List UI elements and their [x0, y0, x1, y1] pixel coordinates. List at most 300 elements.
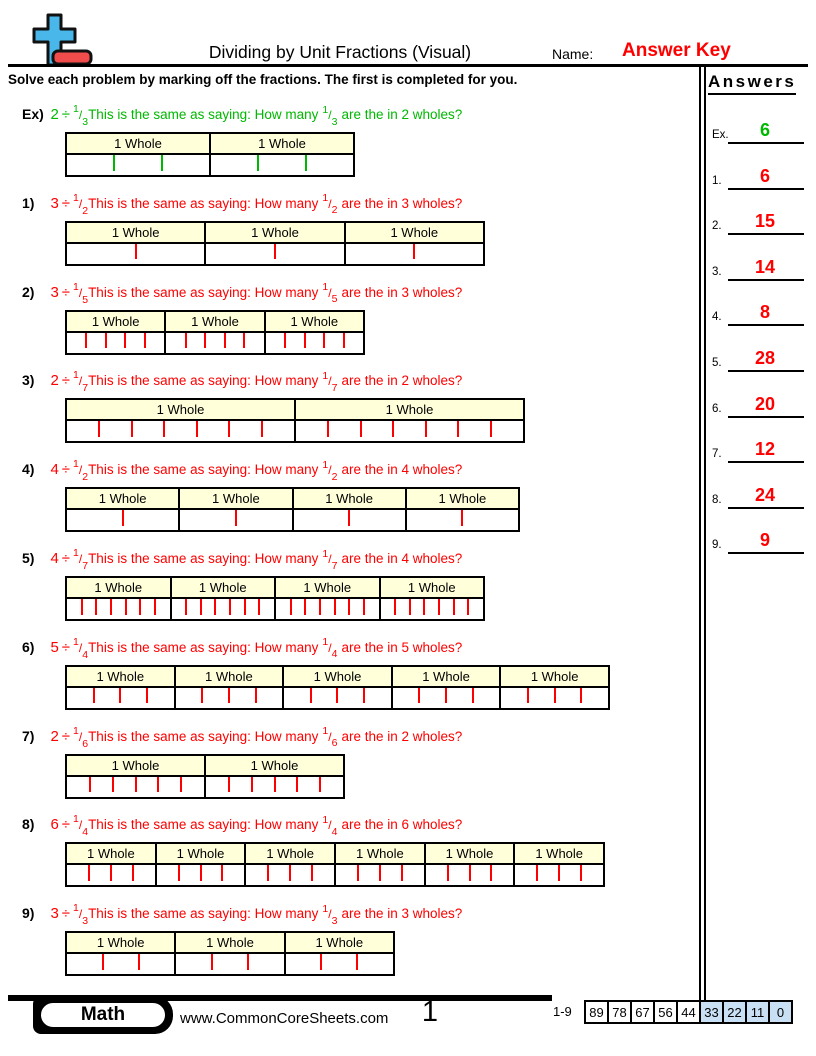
instructions-text: Solve each problem by marking off the fractions. The first is completed for you.	[8, 72, 518, 87]
saying-prefix: This is the same as saying: How many	[88, 906, 319, 922]
problem-saying	[88, 547, 463, 572]
dividend: 4	[50, 550, 59, 567]
fraction-denominator: 4	[82, 826, 89, 839]
fraction-numerator: 1	[73, 902, 79, 915]
divide-sign: ÷	[61, 905, 71, 923]
fraction-mark	[85, 333, 87, 349]
whole-cell	[346, 223, 483, 242]
fraction-slash: /	[328, 729, 332, 744]
fraction-slash: /	[328, 108, 332, 122]
fraction-mark	[105, 333, 107, 349]
marks-cell	[67, 865, 157, 885]
saying-suffix: are the in 2 wholes?	[341, 107, 463, 122]
fraction-mark	[527, 688, 529, 704]
problem-saying	[88, 103, 463, 128]
fraction-mark	[122, 510, 124, 526]
problem-equation	[50, 724, 89, 750]
fraction-mark	[320, 954, 322, 970]
whole-cell-label: 1 Whole	[290, 313, 339, 329]
problem-number: 5)	[22, 550, 35, 566]
whole-cell	[266, 312, 363, 331]
fraction-slash: /	[78, 108, 83, 122]
whole-cell	[166, 312, 265, 331]
fraction-denominator: 3	[82, 915, 89, 928]
score-cell: 33	[699, 1000, 724, 1024]
fraction-mark	[394, 599, 396, 615]
fraction-mark	[558, 865, 560, 881]
answer-item	[706, 475, 810, 509]
whole-cell-label: 1 Whole	[251, 224, 299, 240]
problem-header	[22, 282, 462, 306]
whole-cell-label: 1 Whole	[191, 313, 239, 329]
fraction-bar	[65, 842, 605, 887]
problem-number: 6)	[22, 638, 35, 655]
score-cell: 89	[584, 1000, 609, 1024]
problem-number: 7)	[22, 727, 35, 744]
whole-cell-label: 1 Whole	[445, 846, 494, 862]
fraction-slash: /	[328, 374, 332, 389]
saying-suffix: are the in 4 wholes?	[341, 551, 463, 566]
fraction-numerator: 1	[322, 725, 329, 738]
problem	[20, 548, 696, 628]
problem-equation	[50, 547, 89, 572]
fraction-bar-marks-row	[67, 244, 483, 264]
dividend: 2	[50, 106, 59, 123]
fraction-mark	[255, 688, 257, 704]
fraction-mark	[413, 244, 415, 260]
fraction-numerator: 1	[322, 636, 329, 649]
fraction-mark	[211, 954, 213, 970]
fraction-mark	[224, 333, 226, 349]
fraction-mark	[258, 599, 260, 615]
whole-cell	[211, 134, 353, 153]
fraction-mark	[457, 421, 459, 437]
fraction-bar-labels-row	[67, 756, 343, 777]
score-cell: 56	[653, 1000, 678, 1024]
answer-underline	[728, 279, 804, 281]
score-cell: 0	[768, 1000, 793, 1024]
whole-cell-label: 1 Whole	[315, 935, 364, 951]
answer-item	[706, 429, 810, 463]
marks-cell	[166, 333, 265, 353]
answer-underline	[728, 416, 804, 418]
fraction-mark	[319, 777, 321, 793]
fraction-mark	[343, 333, 345, 349]
fraction-mark	[290, 599, 292, 615]
fraction-bar-marks-row	[67, 155, 353, 175]
whole-cell-label: 1 Whole	[325, 491, 373, 507]
answer-value: 9	[759, 530, 770, 551]
marks-cell	[211, 155, 353, 175]
answer-number-label: Ex.	[712, 129, 729, 141]
fraction-mark	[204, 333, 206, 349]
fraction-numerator: 1	[322, 813, 329, 826]
answer-item	[706, 156, 810, 190]
problem-header	[22, 104, 462, 128]
whole-cell	[501, 667, 608, 686]
saying-suffix: are the in 3 wholes?	[341, 284, 463, 300]
fraction-mark	[229, 599, 231, 615]
score-cell: 44	[676, 1000, 701, 1024]
problem-header	[22, 548, 462, 572]
score-cell: 78	[607, 1000, 632, 1024]
page-number: 1	[421, 996, 439, 1028]
fraction-bar-marks-row	[67, 333, 363, 353]
marks-cell	[515, 865, 603, 885]
fraction-mark	[200, 599, 202, 615]
fraction-mark	[467, 599, 469, 615]
fraction-slash: /	[328, 640, 332, 655]
fraction-bar-marks-row	[67, 954, 393, 974]
marks-cell	[284, 688, 393, 708]
fraction-bar	[65, 132, 355, 177]
fraction-denominator: 7	[82, 382, 89, 395]
whole-cell	[176, 667, 285, 686]
dividend: 3	[50, 283, 59, 301]
whole-cell	[206, 756, 343, 775]
score-range-label: 1-9	[553, 1004, 572, 1019]
problem	[20, 282, 696, 362]
fraction-bar-marks-row	[67, 777, 343, 797]
fraction-slash: /	[78, 907, 83, 922]
subject-badge-label: Math	[39, 1001, 167, 1029]
problem-number: 9)	[22, 905, 35, 922]
dividend: 2	[50, 727, 59, 745]
whole-cell-label: 1 Whole	[212, 491, 260, 507]
fraction-mark	[135, 244, 137, 260]
problem-equation	[50, 369, 89, 395]
saying-suffix: are the in 2 wholes?	[341, 728, 463, 744]
problem-equation	[50, 191, 89, 217]
marks-cell	[67, 244, 206, 264]
marks-cell	[67, 688, 176, 708]
problem-saying	[88, 281, 463, 306]
marks-cell	[206, 777, 343, 797]
fraction-mark	[244, 599, 246, 615]
answer-number-label: 9.	[712, 539, 722, 552]
fraction-numerator: 1	[322, 902, 329, 915]
divide-sign: ÷	[61, 461, 71, 479]
fraction-bar	[65, 576, 485, 621]
fraction-mark	[131, 421, 133, 437]
fraction-mark	[247, 954, 249, 970]
fraction-denominator: 2	[82, 204, 89, 217]
saying-prefix: This is the same as saying: How many	[88, 107, 319, 122]
fraction-slash: /	[328, 552, 332, 566]
answer-item	[706, 520, 810, 554]
fraction-mark	[180, 777, 182, 793]
fraction-mark	[461, 510, 463, 526]
whole-cell-label: 1 Whole	[258, 136, 306, 151]
problem-equation	[50, 902, 89, 928]
whole-cell	[172, 578, 277, 597]
fraction-bar-labels-row	[67, 844, 603, 865]
fraction-bar-labels-row	[67, 223, 483, 244]
answer-value: 8	[759, 302, 770, 323]
problem-equation	[50, 280, 89, 306]
marks-cell	[172, 599, 277, 619]
answer-number-label: 6.	[712, 402, 722, 415]
fraction-denominator: 4	[331, 648, 338, 661]
problem-header	[22, 903, 462, 927]
answer-number-label: 7.	[712, 448, 722, 461]
fraction-mark	[228, 421, 230, 437]
whole-cell-label: 1 Whole	[96, 668, 145, 684]
marks-cell	[336, 865, 426, 885]
fraction-bar-marks-row	[67, 865, 603, 885]
fraction-mark	[124, 333, 126, 349]
answer-number-label: 1.	[712, 174, 722, 187]
fraction-numerator: 1	[322, 192, 329, 205]
marks-cell	[176, 688, 285, 708]
answer-value: 6	[759, 165, 770, 186]
fraction-mark	[201, 688, 203, 704]
whole-cell-label: 1 Whole	[313, 668, 362, 684]
fraction-numerator: 1	[73, 280, 79, 293]
answer-underline	[728, 552, 804, 554]
fraction-mark	[144, 333, 146, 349]
website-url: www.CommonCoreSheets.com	[180, 1010, 389, 1027]
fraction-mark	[327, 421, 329, 437]
fraction-mark	[409, 599, 411, 615]
whole-cell-label: 1 Whole	[91, 313, 140, 329]
fraction-denominator: 7	[331, 559, 338, 572]
fraction-denominator: 7	[331, 382, 338, 395]
fraction-slash: /	[328, 285, 332, 300]
problem-header	[22, 370, 462, 394]
problem-header	[22, 726, 462, 750]
fraction-numerator: 1	[73, 103, 79, 115]
answer-underline	[728, 233, 804, 235]
whole-cell	[296, 400, 523, 419]
saying-suffix: are the in 2 wholes?	[341, 373, 463, 389]
problem-number: Ex)	[22, 106, 44, 122]
marks-cell	[176, 954, 285, 974]
fraction-bar-labels-row	[67, 933, 393, 954]
divide-sign: ÷	[61, 638, 71, 656]
fraction-mark	[418, 688, 420, 704]
fraction-slash: /	[78, 463, 83, 478]
problem-saying	[88, 636, 463, 661]
marks-cell	[67, 421, 296, 441]
answer-underline	[728, 370, 804, 372]
whole-cell-label: 1 Whole	[385, 402, 434, 418]
marks-cell	[346, 244, 483, 264]
marks-cell	[426, 865, 516, 885]
fraction-mark	[125, 599, 127, 615]
whole-cell	[176, 933, 285, 952]
saying-suffix: are the in 6 wholes?	[341, 817, 463, 833]
fraction-mark	[490, 865, 492, 881]
answer-underline	[728, 188, 804, 190]
fraction-mark	[235, 510, 237, 526]
whole-cell	[336, 844, 426, 863]
divide-sign: ÷	[61, 727, 71, 745]
fraction-mark	[113, 155, 115, 171]
saying-prefix: This is the same as saying: How many	[88, 551, 319, 566]
whole-cell	[294, 489, 407, 508]
whole-cell-label: 1 Whole	[206, 935, 254, 951]
whole-cell-label: 1 Whole	[250, 757, 299, 773]
fraction-mark	[157, 777, 159, 793]
fraction-numerator: 1	[322, 103, 329, 116]
answers-title: Answers	[708, 72, 796, 95]
whole-cell-label: 1 Whole	[356, 846, 404, 862]
answers-panel	[706, 68, 816, 1002]
problem	[20, 459, 696, 539]
fraction-mark	[490, 421, 492, 437]
saying-prefix: This is the same as saying: How many	[88, 462, 319, 478]
whole-cell-label: 1 Whole	[176, 846, 225, 862]
whole-cell	[67, 667, 176, 686]
marks-cell	[286, 954, 393, 974]
fraction-mark	[267, 865, 269, 881]
fraction-mark	[135, 777, 137, 793]
fraction-mark	[132, 865, 134, 881]
marks-cell	[67, 599, 172, 619]
fraction-mark	[357, 865, 359, 881]
answer-value: 15	[754, 211, 776, 232]
problem-saying	[88, 902, 463, 927]
marks-cell	[67, 954, 176, 974]
fraction-denominator: 5	[331, 293, 338, 306]
fraction-mark	[323, 333, 325, 349]
whole-cell	[180, 489, 293, 508]
fraction-denominator: 3	[331, 115, 338, 128]
answer-value: 20	[754, 393, 776, 414]
dividend: 4	[50, 461, 59, 479]
fraction-mark	[319, 599, 321, 615]
whole-cell-label: 1 Whole	[96, 935, 145, 951]
fraction-bar	[65, 398, 525, 443]
fraction-mark	[536, 865, 538, 881]
fraction-mark	[251, 777, 253, 793]
fraction-numerator: 1	[73, 191, 79, 204]
fraction-mark	[348, 510, 350, 526]
fraction-slash: /	[78, 285, 83, 300]
problem-number: 8)	[22, 816, 35, 833]
divide-sign: ÷	[61, 816, 71, 834]
fraction-denominator: 2	[331, 204, 338, 217]
whole-cell	[67, 578, 172, 597]
score-cell: 67	[630, 1000, 655, 1024]
marks-cell	[67, 777, 206, 797]
fraction-denominator: 4	[331, 826, 338, 839]
problem-saying	[88, 458, 463, 483]
fraction-mark	[304, 333, 306, 349]
whole-cell-label: 1 Whole	[530, 668, 579, 684]
answer-underline	[728, 142, 804, 144]
fraction-mark	[348, 599, 350, 615]
problem-header	[22, 193, 462, 217]
whole-cell	[407, 489, 518, 508]
fraction-mark	[221, 865, 223, 881]
fraction-slash: /	[78, 818, 83, 833]
marks-cell	[393, 688, 502, 708]
fraction-mark	[379, 865, 381, 881]
saying-prefix: This is the same as saying: How many	[88, 728, 319, 744]
problem	[20, 193, 696, 273]
marks-cell	[294, 510, 407, 530]
answer-underline	[728, 461, 804, 463]
whole-cell-label: 1 Whole	[98, 491, 147, 507]
problem-header	[22, 459, 462, 483]
fraction-mark	[447, 865, 449, 881]
fraction-denominator: 3	[331, 914, 338, 927]
fraction-mark	[98, 421, 100, 437]
fraction-mark	[89, 777, 91, 793]
whole-cell-label: 1 Whole	[111, 757, 160, 773]
fraction-mark	[363, 688, 365, 704]
problem-equation	[50, 103, 89, 128]
fraction-denominator: 6	[82, 737, 89, 750]
fraction-bar-marks-row	[67, 599, 483, 619]
marks-cell	[381, 599, 484, 619]
fraction-slash: /	[78, 196, 83, 211]
answer-value: 12	[754, 439, 776, 460]
fraction-numerator: 1	[322, 369, 329, 382]
marks-cell	[67, 510, 180, 530]
fraction-bar	[65, 221, 485, 266]
fraction-numerator: 1	[73, 369, 79, 382]
divide-sign: ÷	[61, 194, 71, 212]
fraction-mark	[392, 421, 394, 437]
problem	[20, 637, 696, 717]
fraction-mark	[228, 777, 230, 793]
whole-cell-label: 1 Whole	[422, 668, 470, 684]
answer-value: 28	[754, 348, 776, 368]
fraction-mark	[472, 688, 474, 704]
answer-value: 14	[754, 256, 776, 277]
fraction-bar-marks-row	[67, 688, 608, 708]
answer-item	[706, 110, 810, 144]
fraction-mark	[102, 954, 104, 970]
fraction-mark	[110, 865, 112, 881]
problem	[20, 726, 696, 806]
answer-number-label: 3.	[712, 265, 722, 278]
fraction-mark	[336, 688, 338, 704]
dividend: 6	[50, 816, 59, 834]
problem-header	[22, 637, 462, 661]
fraction-numerator: 1	[73, 635, 79, 648]
whole-cell-label: 1 Whole	[266, 846, 315, 862]
problem-equation	[50, 813, 89, 839]
fraction-mark	[304, 599, 306, 615]
fraction-mark	[360, 421, 362, 437]
fraction-mark	[445, 688, 447, 704]
whole-cell-label: 1 Whole	[205, 668, 253, 684]
fraction-bar-marks-row	[67, 421, 523, 441]
fraction-numerator: 1	[322, 458, 329, 471]
saying-prefix: This is the same as saying: How many	[88, 373, 319, 389]
answer-item	[706, 201, 810, 235]
problem-number: 3)	[22, 372, 35, 389]
fraction-mark	[423, 599, 425, 615]
divide-sign: ÷	[61, 106, 71, 123]
marks-cell	[276, 599, 381, 619]
whole-cell	[284, 667, 393, 686]
problem	[20, 104, 696, 184]
saying-prefix: This is the same as saying: How many	[88, 817, 319, 833]
whole-cell-label: 1 Whole	[111, 224, 160, 240]
saying-suffix: are the in 4 wholes?	[341, 462, 463, 478]
fraction-mark	[305, 155, 307, 171]
problem-equation	[50, 635, 89, 661]
whole-cell-label: 1 Whole	[438, 491, 487, 507]
whole-cell-label: 1 Whole	[390, 224, 439, 240]
fraction-numerator: 1	[73, 547, 79, 559]
dividend: 5	[50, 638, 59, 656]
